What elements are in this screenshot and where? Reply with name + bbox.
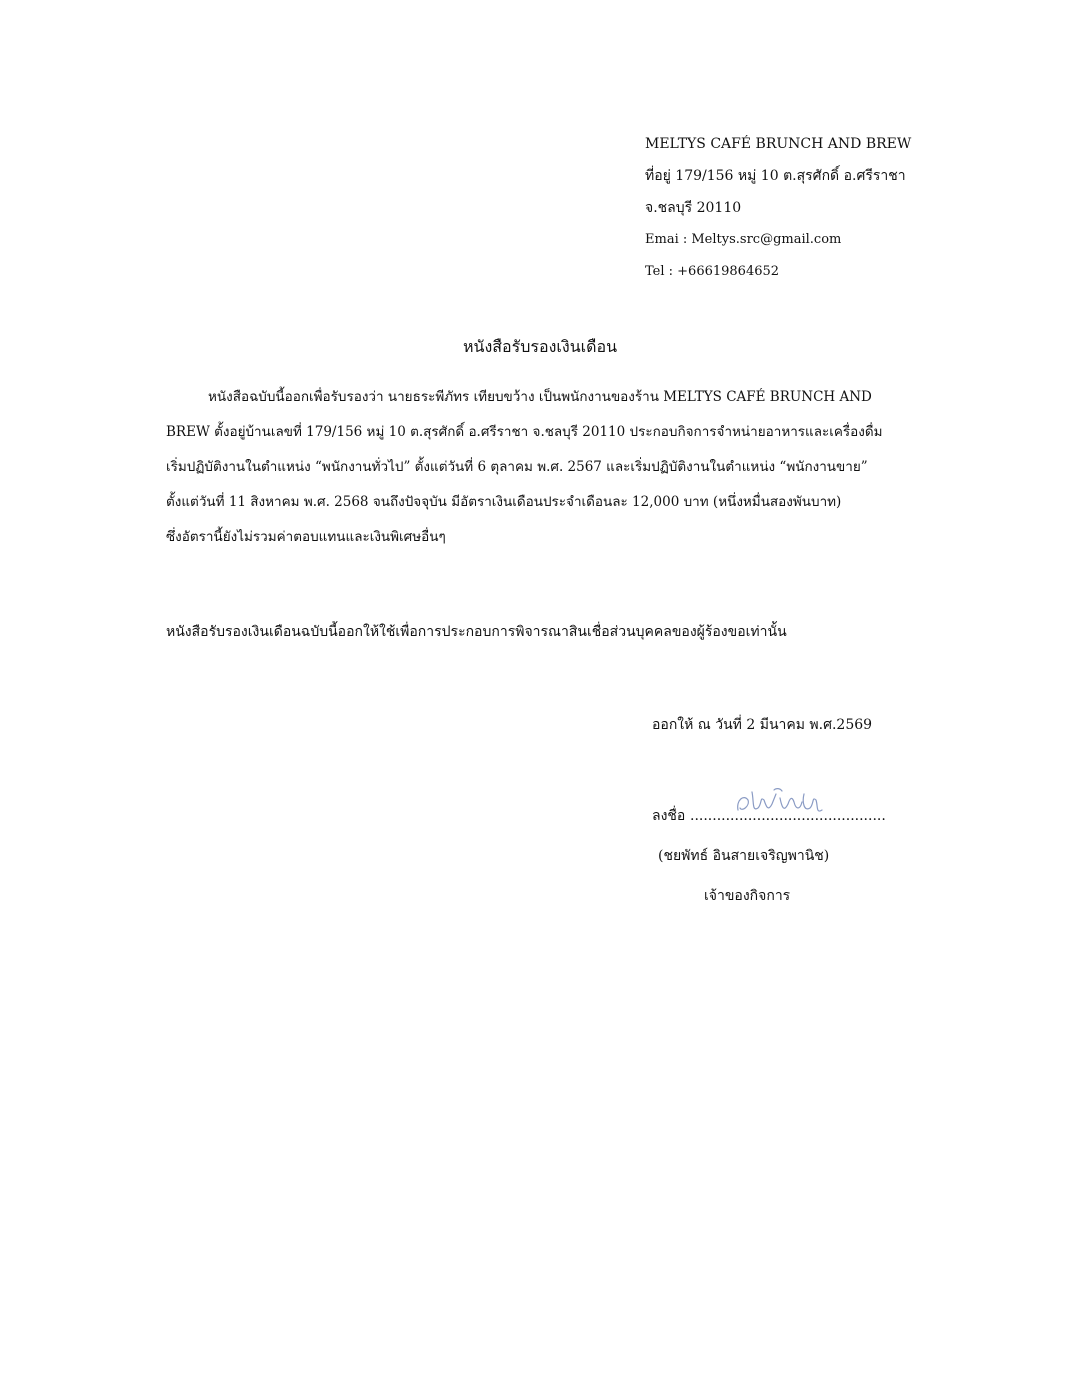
body-line: หนังสือฉบับนี้ออกเพื่อรับรองว่า นายธระพีภัทร เทียบขว้าง เป็นพนักงานของร้าน MELTYS CAFÉ BRUNCH AND (208, 389, 872, 405)
company-name: MELTYS CAFÉ BRUNCH AND BREW (645, 136, 912, 152)
signer-name: (ชยพัทธ์ อินสายเจริญพานิช) (658, 848, 830, 864)
body-line: เริ่มปฏิบัติงานในตำแหน่ง “พนักงานทั่วไป” ตั้งแต่วันที่ 6 ตุลาคม พ.ศ. 2567 และเริ่มปฏิบัติงานในตำแหน่ง “พนักงานขาย” (166, 459, 868, 475)
purpose-statement: หนังสือรับรองเงินเดือนฉบับนี้ออกให้ใช้เพื่อการประกอบการพิจารณาสินเชื่อส่วนบุคคลของผู้ร้องขอเท่านั้น (166, 624, 787, 640)
company-email: Emai : Meltys.src@gmail.com (645, 232, 842, 247)
body-line: BREW ตั้งอยู่บ้านเลขที่ 179/156 หมู่ 10 ต.สุรศักดิ์ อ.ศรีราชา จ.ชลบุรี 20110 ประกอบกิจการจำหน่ายอาหารและเครื่องดื่ม (166, 424, 883, 440)
document-title: หนังสือรับรองเงินเดือน (462, 337, 618, 356)
signature-line (648, 790, 886, 830)
issue-date: ออกให้ ณ วันที่ 2 มีนาคม พ.ศ.2569 (652, 717, 873, 733)
company-address-line1: ที่อยู่ 179/156 หมู่ 10 ต.สุรศักดิ์ อ.ศรีราชา (645, 168, 906, 184)
signature-dotted-line: ............................................ (690, 808, 886, 824)
company-tel: Tel : +66619864652 (645, 264, 780, 279)
company-address-line2: จ.ชลบุรี 20110 (645, 200, 742, 216)
body-line: ซึ่งอัตรานี้ยังไม่รวมค่าตอบแทนและเงินพิเศษอื่นๆ (166, 529, 446, 545)
handwritten-signature (730, 782, 830, 822)
body-line: ตั้งแต่วันที่ 11 สิงหาคม พ.ศ. 2568 จนถึงปัจจุบัน มีอัตราเงินเดือนประจำเดือนละ 12,000 บาท (หนึ่งหมื่นสองพันบาท) (166, 494, 842, 510)
signature-label: ลงชื่อ (652, 808, 686, 824)
signature-block (648, 790, 886, 910)
signer-title: เจ้าของกิจการ (704, 888, 791, 904)
certificate-body (166, 380, 914, 555)
company-header (645, 128, 1065, 288)
